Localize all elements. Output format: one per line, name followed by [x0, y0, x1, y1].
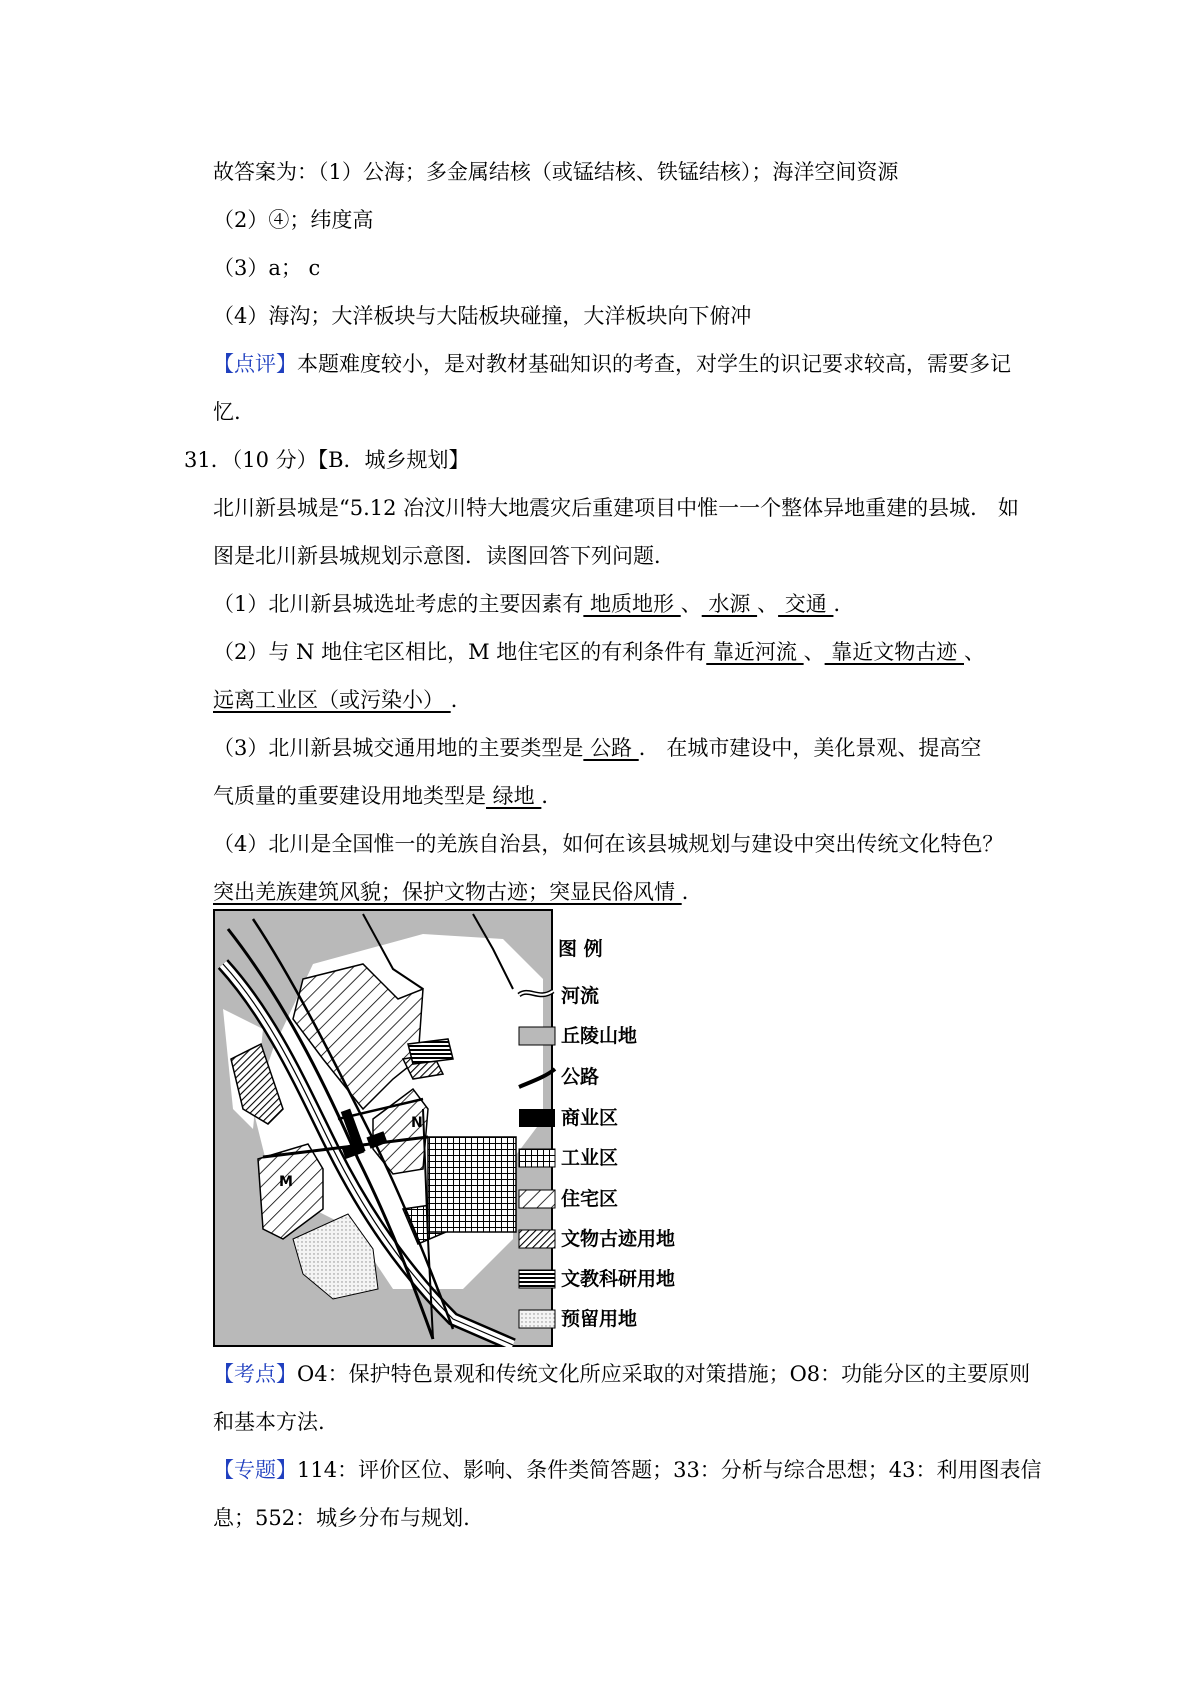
- period: ．: [833, 592, 855, 616]
- period: ．: [541, 784, 563, 808]
- label-M: M: [279, 1174, 293, 1190]
- planning-map-figure: [213, 909, 763, 1347]
- zhuanti-line-2: 息；552：城乡分布与规划.: [213, 1506, 470, 1530]
- legend-label-residential: 住宅区: [561, 1188, 619, 1210]
- part-1-answer-2: 水源: [701, 592, 758, 616]
- question-31-header: 31．（10 分）【B．城乡规划】: [184, 448, 470, 472]
- question-intro-line-2: 图是北川新县城规划示意图．读图回答下列问题．: [213, 544, 675, 568]
- part-3: [213, 734, 981, 762]
- review-tag: 【点评】: [213, 352, 297, 376]
- zhuanti-line-1: [213, 1456, 1042, 1484]
- legend-item-commercial: [519, 1106, 618, 1129]
- part-4: （4）北川是全国惟一的羌族自治县，如何在该县城规划与建设中突出传统文化特色？: [213, 832, 1004, 856]
- part-2-answer-1: 靠近河流: [706, 640, 804, 664]
- industrial-zone-east: [428, 1137, 516, 1232]
- part-3-answer-2: 绿地: [486, 784, 542, 808]
- legend-item-residential: [519, 1187, 618, 1210]
- zhuanti-tag: 【专题】: [213, 1458, 297, 1482]
- sep: 、: [757, 592, 779, 616]
- legend-label-education: 文教科研用地: [561, 1268, 676, 1290]
- part-2: [213, 638, 985, 666]
- legend-label-hills: 丘陵山地: [561, 1025, 638, 1047]
- legend-label-heritage: 文物古迹用地: [561, 1228, 676, 1250]
- legend-label-commercial: 商业区: [561, 1107, 619, 1129]
- sep: 、: [803, 640, 825, 664]
- kaodian-tag: 【考点】: [213, 1362, 297, 1386]
- legend-item-education: [519, 1267, 675, 1290]
- part-2-line-2: [213, 686, 472, 714]
- legend-title: 图 例: [558, 938, 603, 960]
- legend-label-road: 公路: [561, 1066, 600, 1088]
- part-3-prompt-2: 气质量的重要建设用地类型是: [213, 784, 486, 808]
- answer-line-2: （2）④；纬度高: [213, 208, 374, 232]
- part-3-line-2: [213, 782, 562, 810]
- part-3-mid: ． 在城市建设中，美化景观、提高空: [638, 736, 982, 760]
- kaodian-line-1: [213, 1360, 1030, 1388]
- legend-label-industrial: 工业区: [561, 1147, 619, 1169]
- education-land: [408, 1039, 453, 1064]
- answer-line-1: 故答案为：（1）公海；多金属结核（或锰结核、铁锰结核）；海洋空间资源: [213, 160, 899, 184]
- period: ．: [450, 688, 472, 712]
- zhuanti-text: 114：评价区位、影响、条件类简答题；33：分析与综合思想；43：利用图表信: [297, 1458, 1042, 1482]
- part-1-prompt: （1）北川新县城选址考虑的主要因素有: [213, 592, 584, 616]
- part-2-answer-3: 远离工业区（或污染小）: [213, 688, 451, 712]
- kaodian-text: O4：保护特色景观和传统文化所应采取的对策措施；O8：功能分区的主要原则: [297, 1362, 1031, 1386]
- part-2-answer-2: 靠近文物古迹: [824, 640, 964, 664]
- label-N: N: [411, 1115, 423, 1131]
- review-line-1: [213, 350, 1011, 378]
- part-3-prompt: （3）北川新县城交通用地的主要类型是: [213, 736, 584, 760]
- sep: 、: [963, 640, 985, 664]
- review-line-2: 忆.: [213, 400, 241, 424]
- part-1-answer-1: 地质地形: [583, 592, 681, 616]
- part-2-prompt: （2）与 N 地住宅区相比，M 地住宅区的有利条件有: [213, 640, 707, 664]
- part-4-answer: 突出羌族建筑风貌；保护文物古迹；突显民俗风情: [213, 880, 682, 904]
- answer-line-4: （4）海沟；大洋板块与大陆板块碰撞，大洋板块向下俯冲: [213, 304, 752, 328]
- part-1-answer-3: 交通: [778, 592, 834, 616]
- legend-item-reserved: [519, 1307, 637, 1330]
- legend-item-heritage: [519, 1227, 675, 1250]
- legend-label-reserved: 预留用地: [561, 1308, 638, 1330]
- answer-line-3: （3）a； c: [213, 256, 321, 280]
- question-intro-line-1: 北川新县城是“5.12 冶汶川特大地震灾后重建项目中惟一一个整体异地重建的县城． 如: [213, 496, 1019, 520]
- part-4-line-2: [213, 878, 703, 906]
- period: ．: [681, 880, 703, 904]
- part-3-answer-1: 公路: [583, 736, 639, 760]
- part-1: [213, 590, 854, 618]
- legend-label-river: 河流: [561, 985, 600, 1007]
- legend-item-industrial: [519, 1147, 618, 1169]
- sep: 、: [680, 592, 702, 616]
- legend-item-hills: [519, 1024, 637, 1047]
- kaodian-line-2: 和基本方法.: [213, 1410, 325, 1434]
- review-text: 本题难度较小，是对教材基础知识的考查，对学生的识记要求较高，需要多记: [297, 352, 1011, 376]
